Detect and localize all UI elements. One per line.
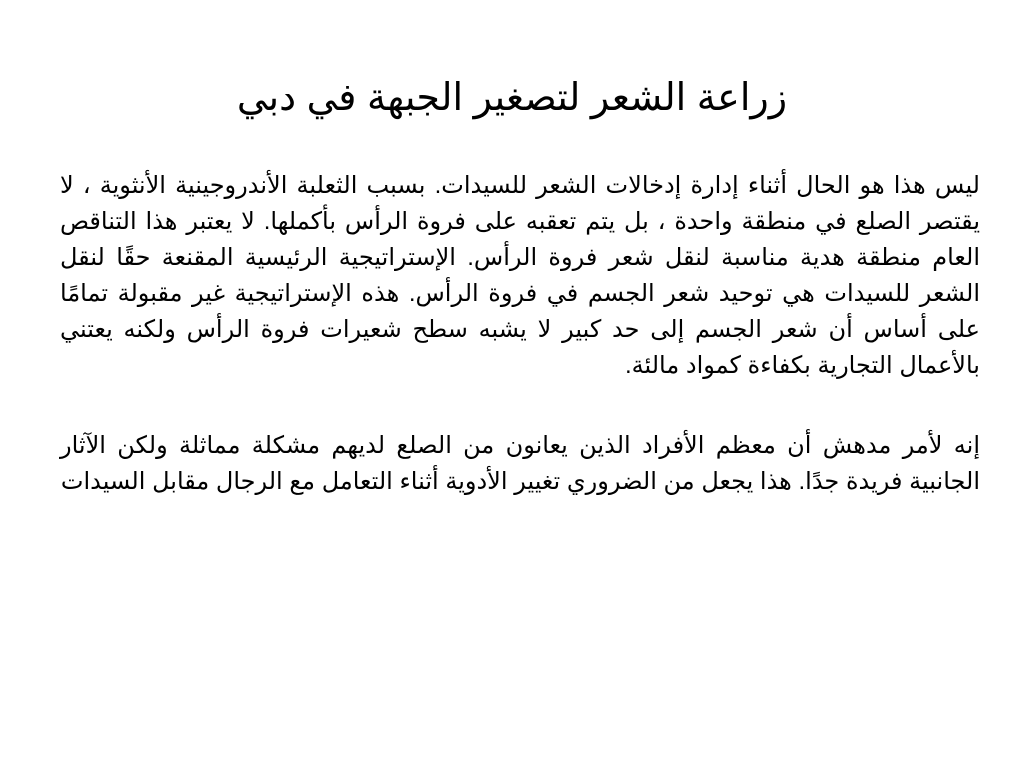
slide-title: زراعة الشعر لتصغير الجبهة في دبي [236,77,788,119]
body-paragraph-1: ليس هذا هو الحال أثناء إدارة إدخالات الشعر للسيدات. بسبب الثعلبة الأندروجينية الأنثوية ، لا يقتصر الصلع في منطقة واحدة ، بل يتم تعقبه على فروة الرأس بأكملها. لا يعتبر هذا التناقص العام منطقة هدية مناسبة لنقل شعر فروة الرأس. الإستراتيجية الرئيسية المقنعة حقًا لنقل الشعر للسيدات هي توحيد شعر الجسم في فروة الرأس. هذه الإستراتيجية غير مقبولة تمامًا على أساس أن شعر الجسم إلى حد كبير لا يشبه سطح شعيرات فروة الرأس ولكنه يعتني بالأعمال التجارية بكفاءة كمواد مالئة. [60,172,980,379]
body-paragraph-2: إنه لأمر مدهش أن معظم الأفراد الذين يعانون من الصلع لديهم مشكلة مماثلة ولكن الآثار الجانبية فريدة جدًا. هذا يجعل من الضروري تغيير الأدوية أثناء التعامل مع الرجال مقابل السيدات [60,432,980,495]
slide-body [60,168,980,500]
